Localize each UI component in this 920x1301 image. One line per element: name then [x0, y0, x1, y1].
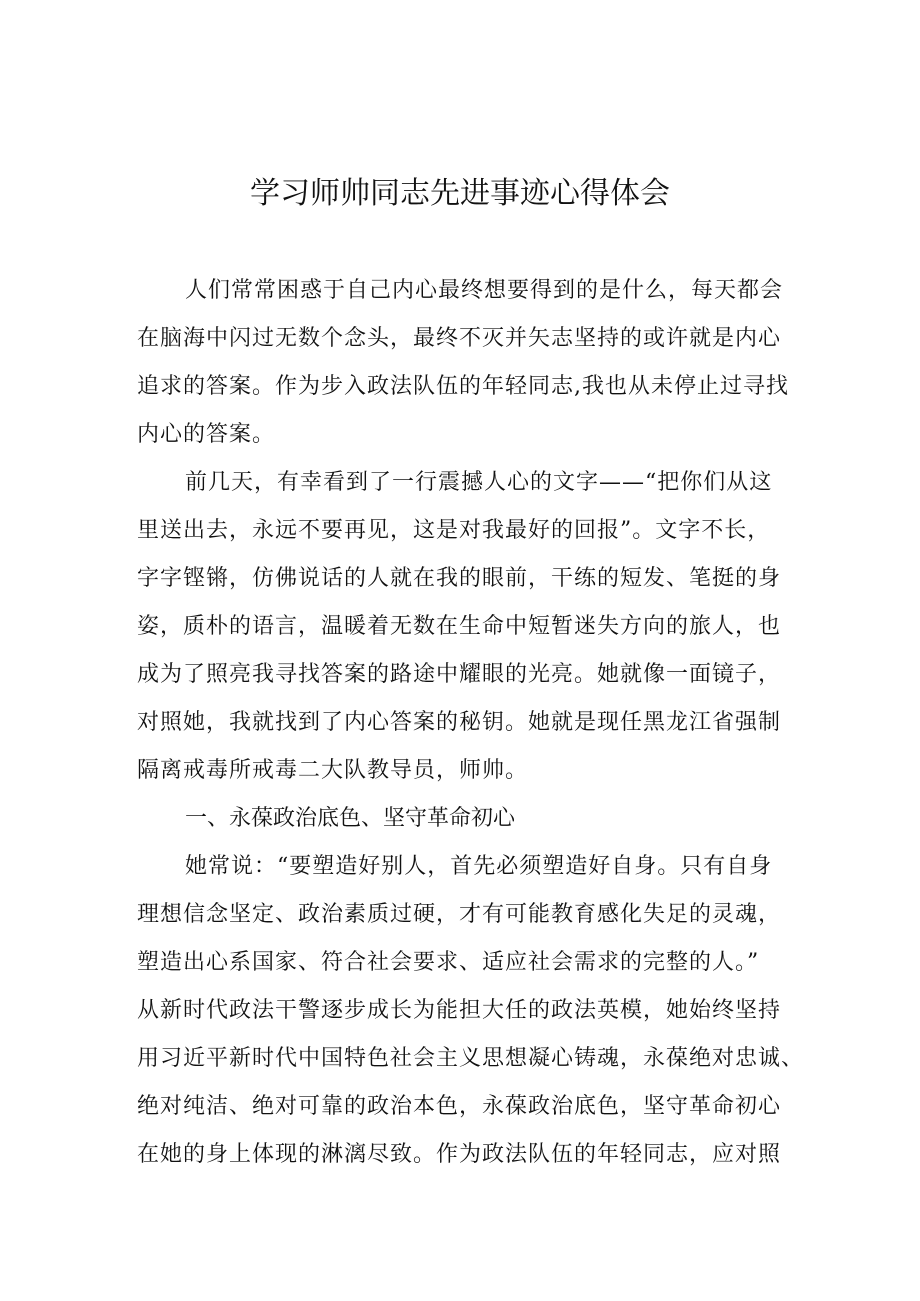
paragraph-3-line-3: 塑造出心系国家、符合社会要求、适应社会需求的完整的人。”: [137, 950, 760, 975]
paragraph-2-line-7: 隔离戒毒所戒毒二大队教导员，师帅。: [137, 758, 529, 783]
section-heading-1: 一、永葆政治底色、坚守革命初心: [185, 806, 516, 831]
paragraph-3-line-1: 她常说：“要塑造好别人，首先必须塑造好自身。只有自身: [185, 854, 773, 879]
paragraph-3-line-2: 理想信念坚定、政治素质过硬，才有可能教育感化失足的灵魂，: [137, 902, 782, 927]
document-title: 学习师帅同志先进事迹心得体会: [250, 176, 670, 211]
paragraph-3-line-4: 从新时代政法干警逐步成长为能担大任的政法英模，她始终坚持: [137, 998, 782, 1023]
paragraph-2-line-1: 前几天，有幸看到了一行震撼人心的文字——“把你们从这: [185, 470, 773, 495]
paragraph-1-line-1: 人们常常困惑于自己内心最终想要得到的是什么，每天都会: [185, 278, 784, 303]
document-body: [137, 267, 805, 1179]
paragraph-2-line-6: 对照她，我就找到了内心答案的秘钥。她就是现任黑龙江省强制: [137, 710, 782, 735]
paragraph-3-line-6: 绝对纯洁、绝对可靠的政治本色，永葆政治底色，坚守革命初心: [137, 1094, 782, 1119]
paragraph-1-line-2: 在脑海中闪过无数个念头，最终不灭并矢志坚持的或许就是内心: [137, 326, 782, 351]
paragraph-2-line-4: 姿，质朴的语言，温暖着无数在生命中短暂迷失方向的旅人，也: [137, 614, 782, 639]
paragraph-1-line-3: 追求的答案。作为步入政法队伍的年轻同志,我也从未停止过寻找: [137, 374, 789, 399]
paragraph-3-line-7: 在她的身上体现的淋漓尽致。作为政法队伍的年轻同志，应对照: [137, 1142, 782, 1167]
paragraph-1-line-4: 内心的答案。: [137, 422, 276, 447]
paragraph-2-line-5: 成为了照亮我寻找答案的路途中耀眼的光亮。她就像一面镜子，: [137, 662, 782, 687]
paragraph-2-line-2: 里送出去，永远不要再见，这是对我最好的回报”。文字不长，: [137, 518, 771, 543]
paragraph-2-line-3: 字字铿锵，仿佛说话的人就在我的眼前，干练的短发、笔挺的身: [137, 566, 782, 591]
paragraph-3-line-5: 用习近平新时代中国特色社会主义思想凝心铸魂，永葆绝对忠诚、: [137, 1046, 805, 1071]
